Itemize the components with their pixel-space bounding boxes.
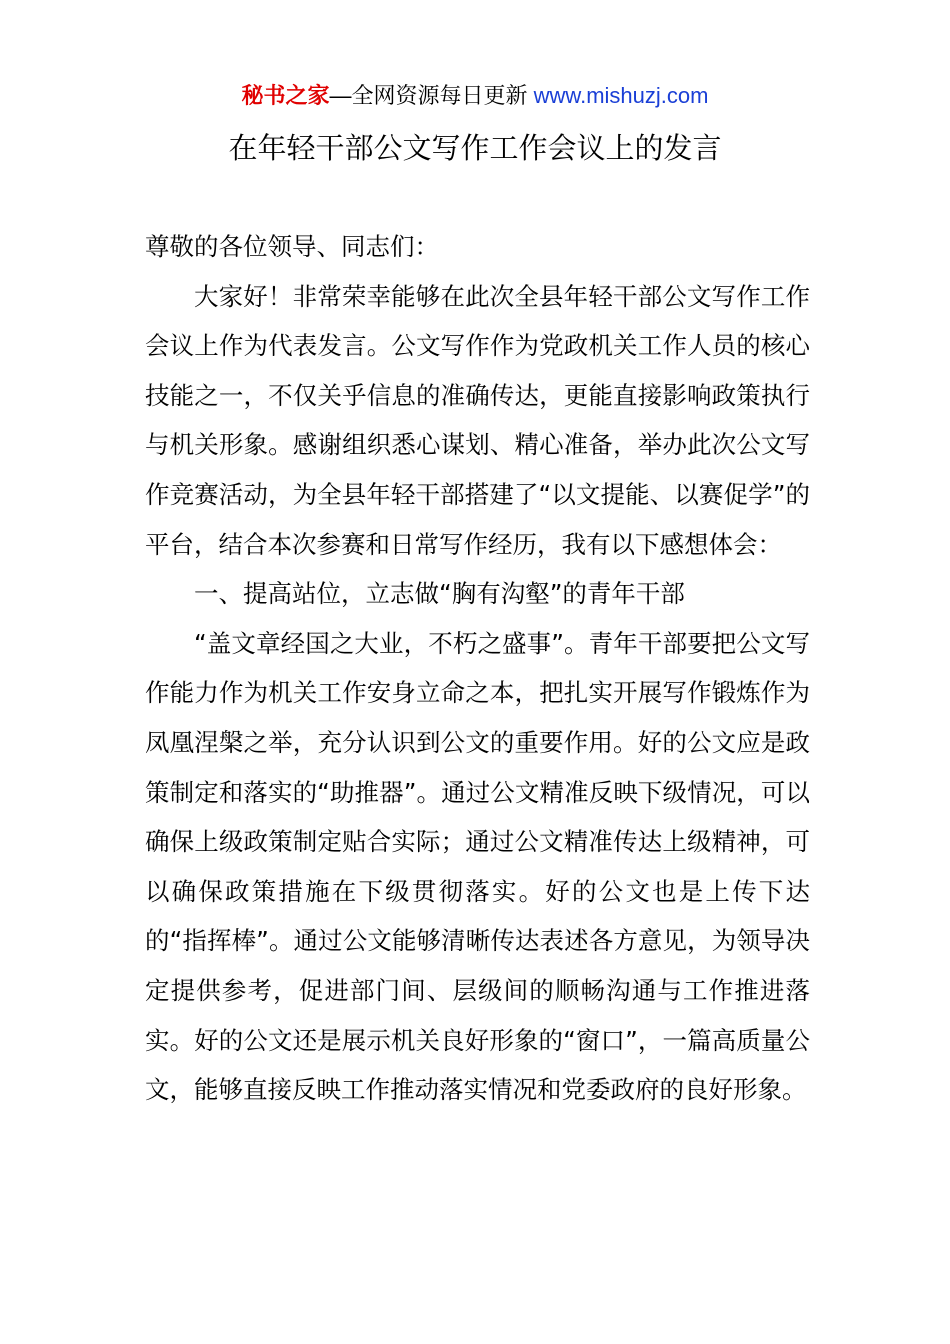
paragraph-opening: 大家好！非常荣幸能够在此次全县年轻干部公文写作工作会议上作为代表发言。公文写作作为党政机关工作人员的核心技能之一，不仅关乎信息的准确传达，更能直接影响政策执行与机关形象。感谢组织悉心谋划、精心准备，举办此次公文写作竞赛活动，为全县年轻干部搭建了“以文提能、以赛促学”的平台，结合本次参赛和日常写作经历，我有以下感想体会：: [145, 281, 810, 559]
salutation: 尊敬的各位领导、同志们：: [145, 232, 439, 261]
section-heading-1: 一、提高站位，立志做“胸有沟壑”的青年干部: [194, 579, 685, 609]
document-title: 在年轻干部公文写作工作会议上的发言: [228, 131, 722, 165]
site-header: [0, 80, 950, 112]
site-tagline: —全网资源每日更新: [329, 83, 534, 108]
site-url-link[interactable]: www.mishuzj.com: [533, 83, 709, 108]
site-brand: 秘书之家: [241, 83, 330, 108]
paragraph-section-1: “盖文章经国之大业，不朽之盛事”。青年干部要把公文写作能力作为机关工作安身立命之本，把扎实开展写作锻炼作为凤凰涅槃之举，充分认识到公文的重要作用。好的公文应是政策制定和落实的“助推器”。通过公文精准反映下级情况，可以确保上级政策制定贴合实际；通过公文精准传达上级精神，可以确保政策措施在下级贯彻落实。好的公文也是上传下达的“指挥棒”。通过公文能够清晰传达表述各方意见，为领导决定提供参考，促进部门间、层级间的顺畅沟通与工作推进落实。好的公文还是展示机关良好形象的“窗口”，一篇高质量公文，能够直接反映工作推动落实情况和党委政府的良好形象。: [145, 628, 810, 1105]
document-body: [145, 222, 810, 1115]
